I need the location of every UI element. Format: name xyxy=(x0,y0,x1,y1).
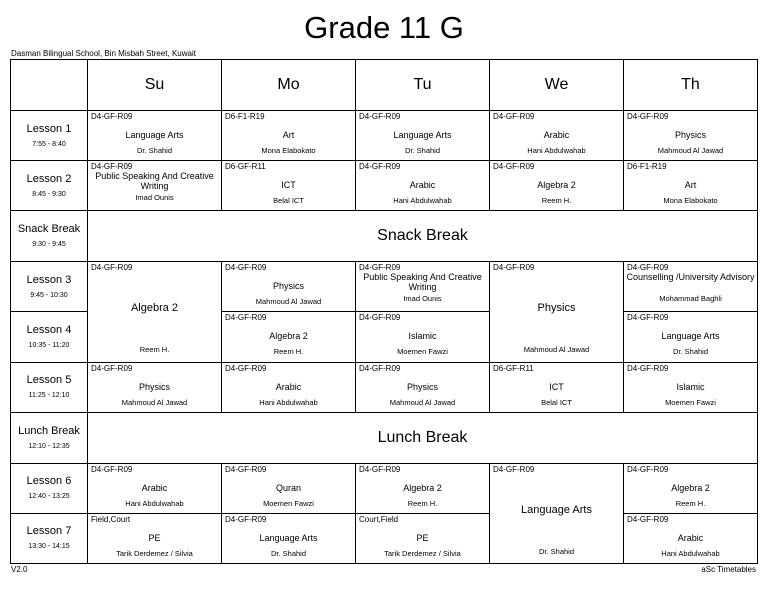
lesson-cell xyxy=(88,161,222,211)
period-header-lesson-2 xyxy=(11,161,88,211)
teacher-label: Imad Ounis xyxy=(135,193,174,203)
school-address: Dasman Bilingual School, Bin Misbah Street, Kuwait xyxy=(11,49,196,58)
lesson-cell xyxy=(624,262,758,312)
period-time: 13:30 - 14:15 xyxy=(28,543,70,551)
period-time: 9:45 - 10:30 xyxy=(30,291,68,299)
subject-label: Islamic xyxy=(676,381,705,392)
lesson-cell xyxy=(88,463,222,513)
period-time: 8:45 - 9:30 xyxy=(32,190,66,198)
room-label: D6-GF-R11 xyxy=(493,363,534,373)
room-label: D4-GF-R09 xyxy=(359,162,401,172)
room-label: Field,Court xyxy=(91,514,131,524)
room-label: D4-GF-R09 xyxy=(627,263,669,273)
lesson-cell xyxy=(624,312,758,362)
period-label: Lunch Break xyxy=(18,424,80,437)
teacher-label: Hani Abdulwahab xyxy=(393,196,452,206)
teacher-label: Tarik Derdemez / Silvia xyxy=(116,548,193,558)
lesson-cell xyxy=(356,111,490,161)
teacher-label: Belal ICT xyxy=(273,196,304,206)
lesson-cell xyxy=(624,513,758,563)
teacher-label: Mahmoud Al Jawad xyxy=(389,397,456,407)
room-label: D4-GF-R09 xyxy=(359,313,401,323)
teacher-label: Belal ICT xyxy=(541,397,572,407)
period-label: Lesson 6 xyxy=(26,475,72,488)
teacher-label: Mona Elabokato xyxy=(663,196,718,206)
room-label: D4-GF-R09 xyxy=(225,514,267,524)
teacher-label: Tarik Derdemez / Silvia xyxy=(384,548,461,558)
room-label: D4-GF-R09 xyxy=(627,112,669,122)
room-label: D4-GF-R09 xyxy=(359,263,401,273)
lesson-cell xyxy=(88,362,222,412)
room-label: D4-GF-R09 xyxy=(225,263,267,273)
period-header-lesson-4 xyxy=(11,312,88,362)
lesson-cell xyxy=(356,463,490,513)
subject-label: ICT xyxy=(549,381,564,392)
teacher-label: Mahmoud Al Jawad xyxy=(121,397,188,407)
subject-label: Arabic xyxy=(141,482,168,493)
period-header-lunch-break xyxy=(11,412,88,463)
room-label: D4-GF-R09 xyxy=(627,363,669,373)
period-header-lesson-7 xyxy=(11,513,88,563)
period-time: 11:25 - 12:10 xyxy=(28,392,70,400)
lesson-cell xyxy=(624,161,758,211)
teacher-label: Mohammad Baghli xyxy=(659,294,722,304)
teacher-label: Reem H. xyxy=(139,345,170,355)
room-label: D4-GF-R09 xyxy=(627,313,669,323)
teacher-label: Mahmoud Al Jawad xyxy=(523,345,590,355)
lesson-cell xyxy=(490,362,624,412)
lesson-cell xyxy=(624,463,758,513)
lesson-cell xyxy=(356,513,490,563)
day-header-th: Th xyxy=(624,60,758,111)
period-header-lesson-3 xyxy=(11,262,88,312)
day-header-mo: Mo xyxy=(222,60,356,111)
generator-label: aSc Timetables xyxy=(701,565,756,574)
period-header-lesson-1 xyxy=(11,111,88,161)
subject-label: PE xyxy=(148,532,161,543)
teacher-label: Reem H. xyxy=(273,347,304,357)
subject-label: Physics xyxy=(406,381,438,392)
subject-label: Language Arts xyxy=(393,130,452,141)
page-title: Grade 11 G xyxy=(304,10,464,45)
teacher-label: Reem H. xyxy=(407,498,438,508)
subject-label: Algebra 2 xyxy=(403,482,442,493)
teacher-label: Dr. Shahid xyxy=(270,548,307,558)
subject-label: Language Arts xyxy=(521,503,592,516)
subject-label: PE xyxy=(416,532,429,543)
room-label: D6-GF-R11 xyxy=(225,162,266,172)
period-label: Lesson 5 xyxy=(26,374,72,387)
period-header-lesson-6 xyxy=(11,463,88,513)
period-header-lesson-5 xyxy=(11,362,88,412)
teacher-label: Mona Elabokato xyxy=(261,146,316,156)
teacher-label: Moemen Fawzi xyxy=(263,498,314,508)
lesson-cell xyxy=(624,111,758,161)
room-label: D4-GF-R09 xyxy=(91,263,133,273)
subject-label: Counselling /University Advisory xyxy=(626,272,755,283)
teacher-label: Hani Abdulwahab xyxy=(527,146,586,156)
subject-label: Physics xyxy=(537,302,576,315)
corner-cell xyxy=(11,60,88,111)
room-label: D4-GF-R09 xyxy=(627,514,669,524)
lesson-cell xyxy=(222,111,356,161)
room-label: D4-GF-R09 xyxy=(359,112,401,122)
day-header-tu: Tu xyxy=(356,60,490,111)
period-header-snack-break xyxy=(11,211,88,262)
subject-label: Algebra 2 xyxy=(671,482,710,493)
room-label: D4-GF-R09 xyxy=(91,162,133,172)
day-header-we: We xyxy=(490,60,624,111)
period-label: Lesson 4 xyxy=(26,324,72,337)
room-label: D4-GF-R09 xyxy=(359,363,401,373)
lunch-break-banner: Lunch Break xyxy=(88,412,758,463)
period-time: 12:40 - 13:25 xyxy=(28,493,70,501)
period-label: Lesson 3 xyxy=(26,273,72,286)
subject-label: Physics xyxy=(138,381,170,392)
subject-label: Physics xyxy=(674,130,706,141)
subject-label: Arabic xyxy=(677,532,704,543)
lesson-cell xyxy=(222,312,356,362)
subject-label: Language Arts xyxy=(661,331,720,342)
room-label: D4-GF-R09 xyxy=(91,112,133,122)
snack-break-banner: Snack Break xyxy=(88,211,758,262)
teacher-label: Dr. Shahid xyxy=(538,546,575,556)
subject-label: Language Arts xyxy=(259,532,318,543)
subject-label: Quran xyxy=(275,482,301,493)
teacher-label: Moemen Fawzi xyxy=(397,347,448,357)
lesson-cell xyxy=(490,161,624,211)
teacher-label: Dr. Shahid xyxy=(672,347,709,357)
teacher-label: Dr. Shahid xyxy=(404,146,441,156)
period-label: Lesson 2 xyxy=(26,172,72,185)
lesson-cell xyxy=(356,262,490,312)
period-label: Lesson 7 xyxy=(26,525,72,538)
subject-label: Public Speaking And Creative Writing xyxy=(95,171,214,192)
teacher-label: Imad Ounis xyxy=(403,294,442,304)
room-label: D6-F1-R19 xyxy=(627,162,667,172)
teacher-label: Reem H. xyxy=(541,196,572,206)
lesson-cell xyxy=(222,513,356,563)
period-time: 12:10 - 12:35 xyxy=(28,442,70,450)
version-label: V2.0 xyxy=(11,565,28,574)
subject-label: Algebra 2 xyxy=(537,180,576,191)
lesson-cell xyxy=(222,463,356,513)
room-label: D4-GF-R09 xyxy=(627,464,669,474)
teacher-label: Mahmoud Al Jawad xyxy=(657,146,724,156)
subject-label: Public Speaking And Creative Writing xyxy=(363,272,482,293)
subject-label: Language Arts xyxy=(125,130,184,141)
lesson-cell-double xyxy=(490,262,624,362)
lesson-cell xyxy=(222,161,356,211)
room-label: D4-GF-R09 xyxy=(493,162,535,172)
teacher-label: Hani Abdulwahab xyxy=(661,548,720,558)
lesson-cell-double xyxy=(490,463,624,563)
room-label: D4-GF-R09 xyxy=(493,112,535,122)
room-label: D4-GF-R09 xyxy=(91,464,133,474)
subject-label: Arabic xyxy=(409,180,436,191)
lesson-cell xyxy=(624,362,758,412)
room-label: D4-GF-R09 xyxy=(225,363,267,373)
lesson-cell xyxy=(88,111,222,161)
teacher-label: Hani Abdulwahab xyxy=(125,498,184,508)
period-label: Snack Break xyxy=(17,223,81,236)
lesson-cell xyxy=(222,362,356,412)
teacher-label: Hani Abdulwahab xyxy=(259,397,318,407)
room-label: D6-F1-R19 xyxy=(225,112,265,122)
room-label: D4-GF-R09 xyxy=(359,464,401,474)
period-time: 9:30 - 9:45 xyxy=(32,241,66,249)
lesson-cell xyxy=(356,161,490,211)
period-label: Lesson 1 xyxy=(26,122,72,135)
room-label: D4-GF-R09 xyxy=(225,464,267,474)
teacher-label: Moemen Fawzi xyxy=(665,397,716,407)
room-label: D4-GF-R09 xyxy=(493,263,535,273)
lesson-cell xyxy=(356,362,490,412)
subject-label: Art xyxy=(684,180,697,191)
teacher-label: Mahmoud Al Jawad xyxy=(255,297,322,307)
timetable xyxy=(10,59,758,564)
subject-label: Arabic xyxy=(275,381,302,392)
subject-label: Physics xyxy=(272,281,304,292)
period-time: 7:55 - 8:40 xyxy=(32,140,66,148)
lesson-cell xyxy=(356,312,490,362)
room-label: D4-GF-R09 xyxy=(91,363,133,373)
teacher-label: Reem H. xyxy=(675,498,706,508)
lesson-cell xyxy=(88,513,222,563)
subject-label: Art xyxy=(282,130,295,141)
room-label: Court,Field xyxy=(359,514,399,524)
day-header-su: Su xyxy=(88,60,222,111)
period-time: 10:35 - 11:20 xyxy=(28,342,70,350)
lesson-cell xyxy=(490,111,624,161)
lesson-cell xyxy=(222,262,356,312)
subject-label: ICT xyxy=(281,180,296,191)
subject-label: Arabic xyxy=(543,130,570,141)
room-label: D4-GF-R09 xyxy=(493,464,535,474)
teacher-label: Dr. Shahid xyxy=(136,146,173,156)
room-label: D4-GF-R09 xyxy=(225,313,267,323)
subject-label: Algebra 2 xyxy=(269,331,308,342)
subject-label: Algebra 2 xyxy=(130,302,179,315)
lesson-cell-double xyxy=(88,262,222,362)
subject-label: Islamic xyxy=(408,331,437,342)
